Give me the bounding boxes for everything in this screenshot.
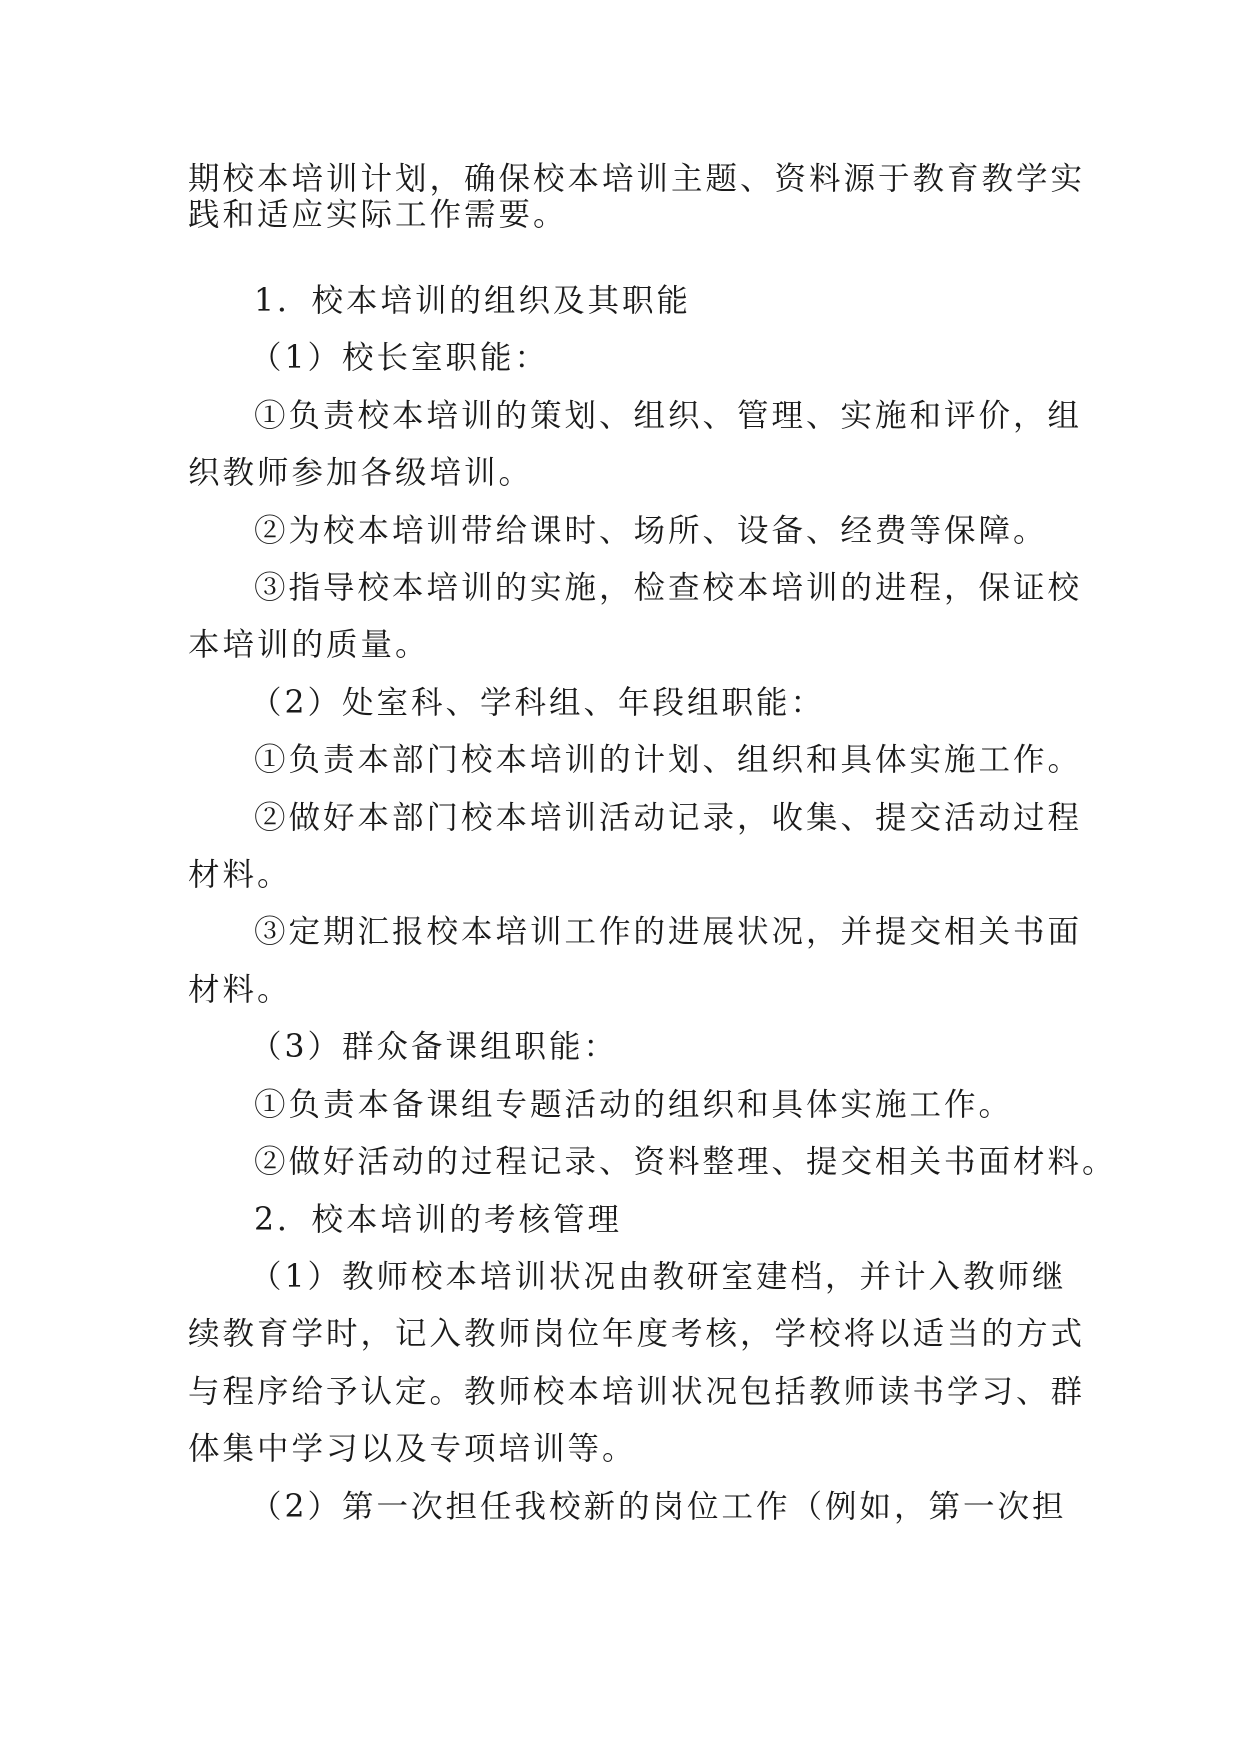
text-line: 续教育学时，记入教师岗位年度考核，学校将以适当的方式 [188,1316,1086,1352]
list-item: ①负责本备课组专题活动的组织和具体实施工作。 [254,1087,1014,1123]
list-item: ②为校本培训带给课时、场所、设备、经费等保障。 [254,513,1048,549]
paragraph-line: （2）第一次担任我校新的岗位工作（例如，第一次担 [250,1489,1067,1525]
text-line: 践和适应实际工作需要。 [188,197,568,233]
subsection-heading: （1）校长室职能： [250,340,550,376]
subsection-heading: （2）处室科、学科组、年段组职能： [250,685,826,721]
text-line: 与程序给予认定。教师校本培训状况包括教师读书学习、群 [188,1374,1086,1410]
text-line: 材料。 [188,972,292,1008]
list-item: ②做好活动的过程记录、资料整理、提交相关书面材料。 [254,1144,1117,1180]
section-heading: 1．校本培训的组织及其职能 [254,283,692,319]
subsection-heading: （3）群众备课组职能： [250,1029,619,1065]
text-line: 织教师参加各级培训。 [188,455,534,491]
list-item: ②做好本部门校本培训活动记录，收集、提交活动过程 [254,800,1083,836]
text-line: 本培训的质量。 [188,627,430,663]
list-item: ①负责校本培训的策划、组织、管理、实施和评价，组 [254,398,1083,434]
paragraph-line: （1）教师校本培训状况由教研室建档，并计入教师继 [250,1259,1067,1295]
section-heading: 2．校本培训的考核管理 [254,1202,623,1238]
text-line: 期校本培训计划，确保校本培训主题、资料源于教育教学实 [188,161,1086,197]
list-item: ①负责本部门校本培训的计划、组织和具体实施工作。 [254,742,1083,778]
text-line: 体集中学习以及专项培训等。 [188,1431,637,1467]
list-item: ③定期汇报校本培训工作的进展状况，并提交相关书面 [254,914,1083,950]
list-item: ③指导校本培训的实施，检查校本培训的进程，保证校 [254,570,1083,606]
text-line: 材料。 [188,857,292,893]
